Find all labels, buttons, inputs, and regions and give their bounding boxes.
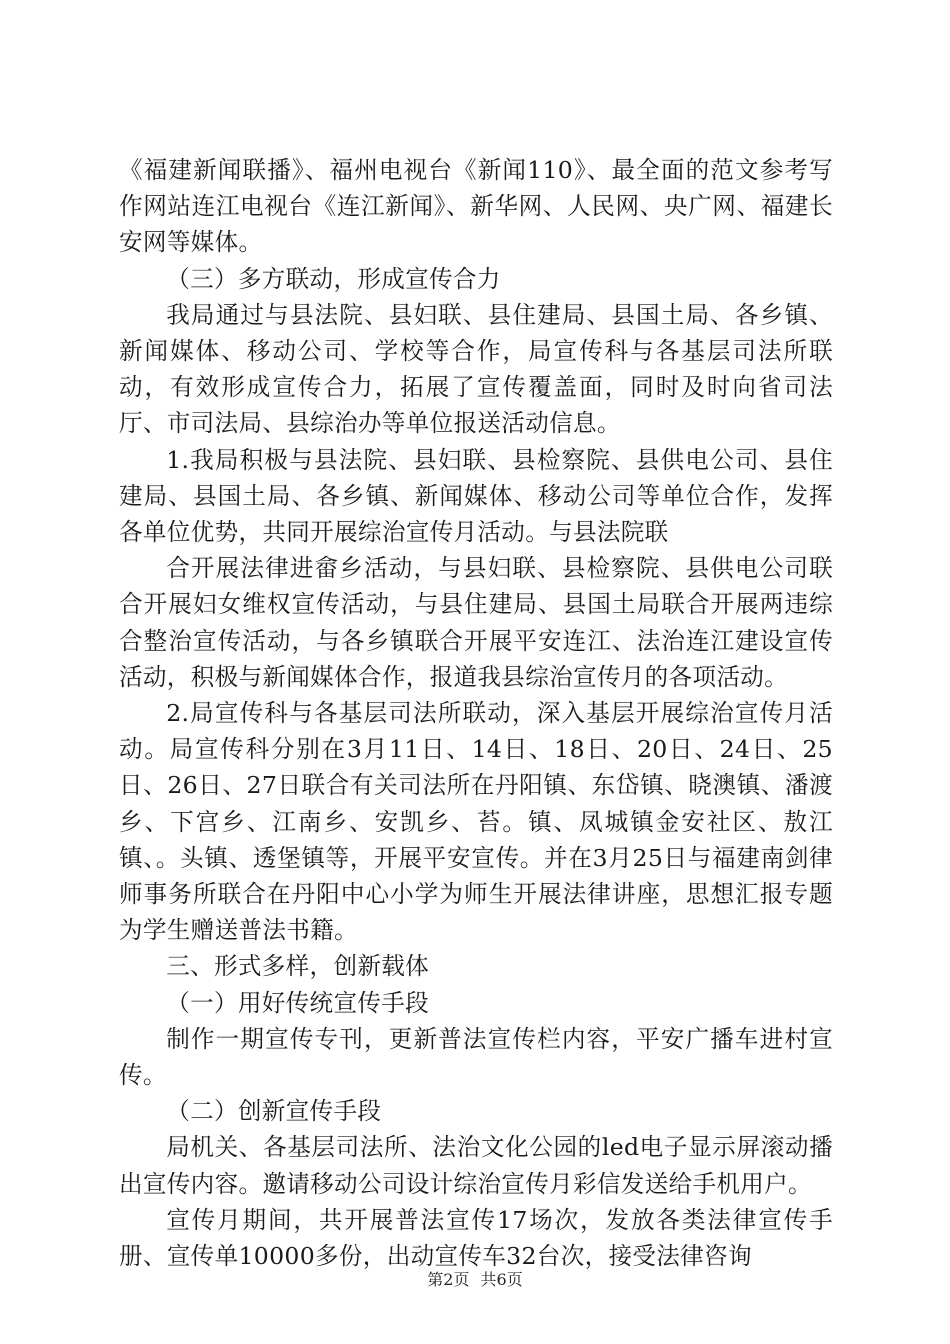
section-heading: 三、形式多样，创新载体 <box>166 952 430 981</box>
paragraph: 我局通过与县法院、县妇联、县住建局、县国土局、各乡镇、新闻媒体、移动公司、学校等合作，局宣传科与各基层司法所联动，有效形成宣传合力，拓展了宣传覆盖面，同时及时向省司法厅、市司法局、县综治办等单位报送活动信息。 <box>119 300 833 438</box>
section-heading: （三）多方联动，形成宣传合力 <box>166 264 501 293</box>
paragraph: 1.我局积极与县法院、县妇联、县检察院、县供电公司、县住建局、县国土局、各乡镇、新闻媒体、移动公司等单位合作，发挥各单位优势，共同开展综治宣传月活动。与县法院联 <box>119 445 833 547</box>
page-footer <box>0 1270 950 1290</box>
section-heading: （二）创新宣传手段 <box>166 1097 382 1126</box>
section-heading: （一）用好传统宣传手段 <box>166 988 430 1017</box>
paragraph: 《福建新闻联播》、福州电视台《新闻110》、最全面的范文参考写作网站连江电视台《连江新闻》、新华网、人民网、央广网、福建长安网等媒体。 <box>119 156 833 257</box>
paragraph: 合开展法律进畲乡活动，与县妇联、县检察院、县供电公司联合开展妇女维权宣传活动，与县住建局、县国土局联合开展两违综合整治宣传活动，与各乡镇联合开展平安连江、法治连江建设宣传活动，积极与新闻媒体合作，报道我县综治宣传月的各项活动。 <box>119 554 833 691</box>
page-number: 第2页 <box>427 1270 470 1289</box>
paragraph: 制作一期宣传专刊，更新普法宣传栏内容，平安广播车进村宣传。 <box>119 1024 833 1090</box>
paragraph: 2.局宣传科与各基层司法所联动，深入基层开展综治宣传月活动。局宣传科分别在3月11日、14日、18日、20日、24日、25日、26日、27日联合有关司法所在丹阳镇、东岱镇、晓澳镇、潘渡乡、下宫乡、江南乡、安凯乡、苔。镇、凤城镇金安社区、敖江镇、。头镇、透堡镇等，开展平安宣传。并在3月25日与福建南剑律师事务所联合在丹阳中心小学为师生开展法律讲座，思想汇报专题为学生赠送普法书籍。 <box>119 699 833 945</box>
paragraph: 局机关、各基层司法所、法治文化公园的led电子显示屏滚动播出宣传内容。邀请移动公司设计综治宣传月彩信发送给手机用户。 <box>119 1133 833 1198</box>
paragraph: 宣传月期间，共开展普法宣传17场次，发放各类法律宣传手册、宣传单10000多份，出动宣传车32台次，接受法律咨询 <box>119 1205 833 1271</box>
page-total: 共6页 <box>480 1270 523 1289</box>
document-body <box>119 152 833 1274</box>
